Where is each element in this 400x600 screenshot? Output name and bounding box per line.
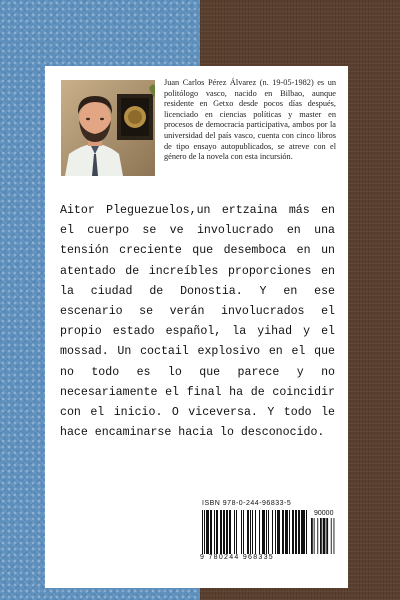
isbn-barcode [195, 498, 338, 566]
author-bio: Juan Carlos Pérez Álvarez (n. 19-05-1982) es un politólogo vasco, nacido en Bilbao, aunque residente en Getxo desde pocos días después, licenciado en ciencias políticas y master en procesos de democracia participativa, ambos por la universidad del país vasco, cuenta con cinco libros de tipo ensayo autopublicados, se atreve con el género de la novela con esta incursión. [164, 78, 336, 162]
back-cover-card [45, 66, 348, 588]
barcode-digits: 9 780244 968335 [200, 554, 274, 561]
price-code: 90000 [314, 510, 334, 517]
author-portrait-image [61, 80, 155, 176]
ean-barcode-bars [202, 510, 308, 554]
author-photo [61, 80, 155, 176]
price-barcode-bars [311, 518, 335, 554]
book-synopsis: Aitor Pleguezuelos,un ertzaina más en el cuerpo se ve involucrado en una tensión creciente que desemboca en un atentado de increíbles proporciones en la ciudad de Donostia. Y en ese escenario se verán involucrados el propio estado español, la yihad y el mossad. Un coctail explosivo en el que no todo es lo que parece y no necesariamente el final ha de coincidir con el inicio. O viceversa. Y todo le hace encaminarse hacia lo desconocido. [60, 204, 335, 440]
isbn-label: ISBN 978-0-244-96833-5 [202, 500, 292, 507]
